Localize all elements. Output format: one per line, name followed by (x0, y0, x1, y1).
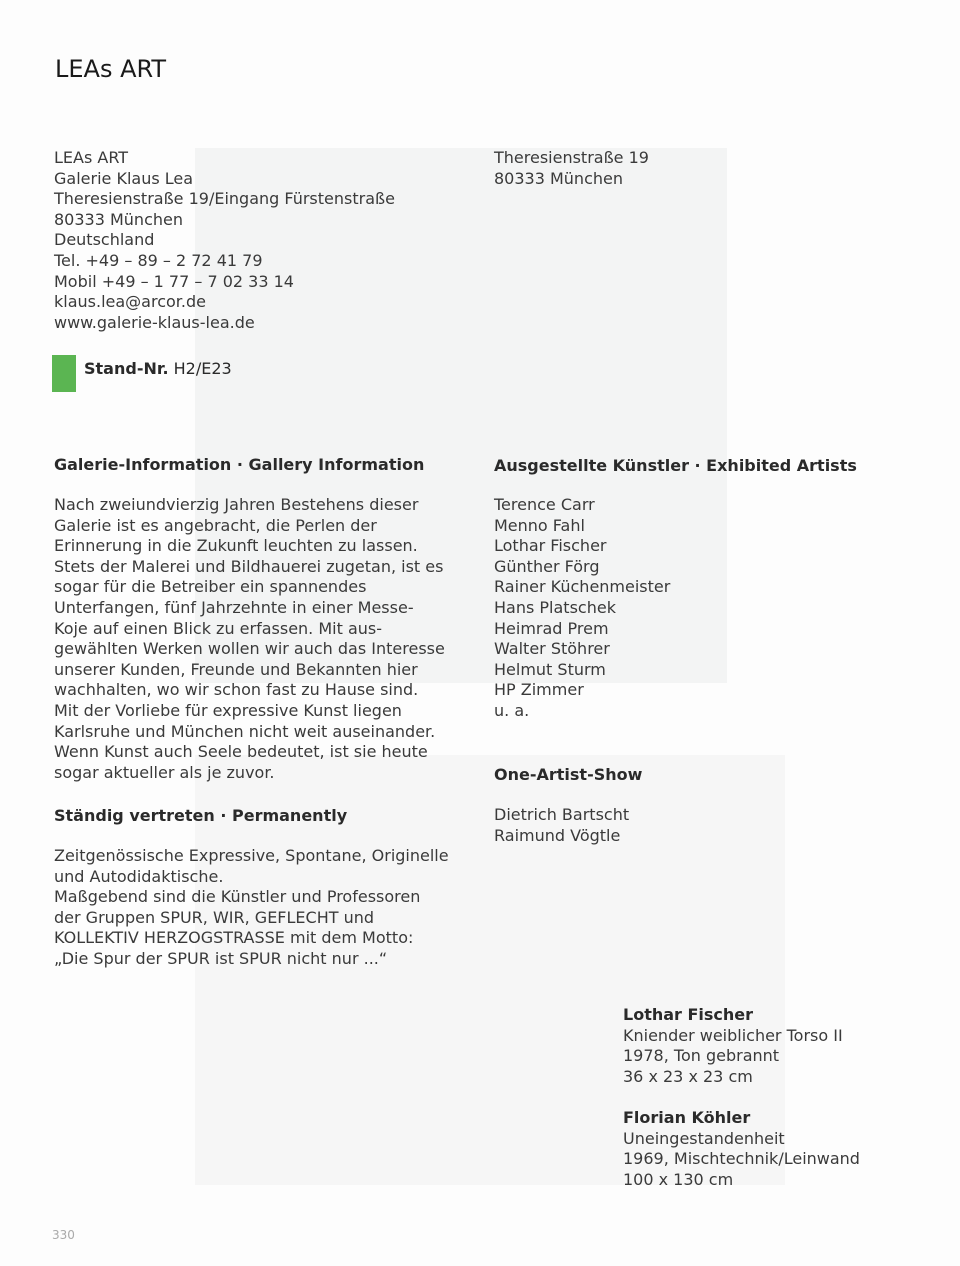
stand-label: Stand-Nr. H2/E23 (84, 359, 232, 378)
artist-name: Hans Platschek (494, 597, 616, 617)
artwork-caption (623, 1108, 860, 1190)
text-line: Nach zweiundvierzig Jahren Bestehens dieser (54, 495, 419, 514)
contact-line: LEAs ART (54, 148, 129, 167)
contact-website: www.galerie-klaus-lea.de (54, 312, 255, 332)
artist-name: Dietrich Bartscht (494, 805, 630, 824)
contact-email: klaus.lea@arcor.de (54, 292, 206, 312)
artist-name: Heimrad Prem (494, 618, 609, 638)
contact-block (54, 148, 395, 333)
text-line: Maßgebend sind die Künstler und Professoren (54, 887, 421, 907)
artwork-dimensions: 36 x 23 x 23 cm (623, 1066, 753, 1086)
text-line: KOLLEKTIV HERZOGSTRASSE mit dem Motto: (54, 928, 414, 948)
artist-name: Lothar Fischer (494, 536, 607, 556)
text-line: sogar aktueller als je zuvor. (54, 762, 275, 782)
contact-line: Galerie Klaus Lea (54, 168, 194, 188)
artist-name: Raimund Vögtle (494, 825, 621, 845)
text-line: gewählten Werken wollen wir auch das Interesse (54, 639, 445, 659)
artwork-title: Kniender weiblicher Torso II (623, 1025, 843, 1045)
exhibited-artists-list (494, 495, 670, 722)
artwork-year-medium: 1969, Mischtechnik/Leinwand (623, 1149, 860, 1169)
text-line: Mit der Vorliebe für expressive Kunst liegen (54, 700, 402, 720)
text-line: der Gruppen SPUR, WIR, GEFLECHT und (54, 907, 375, 927)
artwork-artist: Florian Köhler (623, 1108, 751, 1127)
text-line: Wenn Kunst auch Seele bedeutet, ist sie heute (54, 742, 428, 762)
exhibited-artists-heading: Ausgestellte Künstler · Exhibited Artists (494, 456, 857, 475)
artist-name: Walter Stöhrer (494, 639, 610, 659)
permanent-text (54, 846, 449, 970)
address-line: Theresienstraße 19 (494, 148, 649, 167)
contact-phone: Tel. +49 – 89 – 2 72 41 79 (54, 250, 263, 270)
text-line: Erinnerung in die Zukunft leuchten zu lassen. (54, 536, 418, 556)
gallery-info-heading: Galerie-Information · Gallery Information (54, 455, 425, 474)
artist-name: Helmut Sturm (494, 659, 606, 679)
gallery-info-text (54, 495, 445, 783)
artwork-dimensions: 100 x 130 cm (623, 1169, 734, 1189)
address-block (494, 148, 649, 189)
text-line: Karlsruhe und München nicht weit auseinander. (54, 721, 436, 741)
text-line: und Autodidaktische. (54, 866, 224, 886)
artist-name: HP Zimmer (494, 680, 584, 700)
contact-mobile: Mobil +49 – 1 77 – 7 02 33 14 (54, 271, 294, 291)
artwork-title: Uneingestandenheit (623, 1128, 785, 1148)
artist-name: Terence Carr (494, 495, 595, 514)
text-line: wachhalten, wo wir schon fast zu Hause sind. (54, 680, 419, 700)
text-line: unserer Kunden, Freunde und Bekannten hier (54, 659, 418, 679)
artist-name: Günther Förg (494, 556, 600, 576)
permanent-heading: Ständig vertreten · Permanently (54, 806, 348, 825)
text-line: „Die Spur der SPUR ist SPUR nicht nur ...“ (54, 948, 388, 968)
artwork-caption (623, 1005, 843, 1087)
artist-name: u. a. (494, 700, 530, 720)
text-line: sogar für die Betreiber ein spannendes (54, 577, 367, 597)
page-title: LEAs ART (55, 55, 167, 83)
artwork-year-medium: 1978, Ton gebrannt (623, 1046, 780, 1066)
contact-line: Deutschland (54, 230, 155, 250)
artist-name: Rainer Küchenmeister (494, 577, 671, 597)
text-line: Koje auf einen Blick zu erfassen. Mit aus- (54, 618, 383, 638)
one-artist-show-list (494, 805, 629, 846)
artist-name: Menno Fahl (494, 515, 585, 535)
artwork-artist: Lothar Fischer (623, 1005, 754, 1024)
text-line: Galerie ist es angebracht, die Perlen der (54, 515, 377, 535)
text-line: Unterfangen, fünf Jahrzehnte in einer Messe- (54, 597, 414, 617)
text-line: Stets der Malerei und Bildhauerei zugetan, ist es (54, 556, 444, 576)
page-number: 330 (52, 1228, 75, 1242)
stand-marker (52, 355, 76, 392)
contact-line: Theresienstraße 19/Eingang Fürstenstraße (54, 189, 395, 209)
address-line: 80333 München (494, 168, 623, 188)
one-artist-show-heading: One-Artist-Show (494, 765, 643, 784)
contact-line: 80333 München (54, 209, 183, 229)
text-line: Zeitgenössische Expressive, Spontane, Originelle (54, 846, 449, 865)
stand-number (52, 355, 232, 392)
